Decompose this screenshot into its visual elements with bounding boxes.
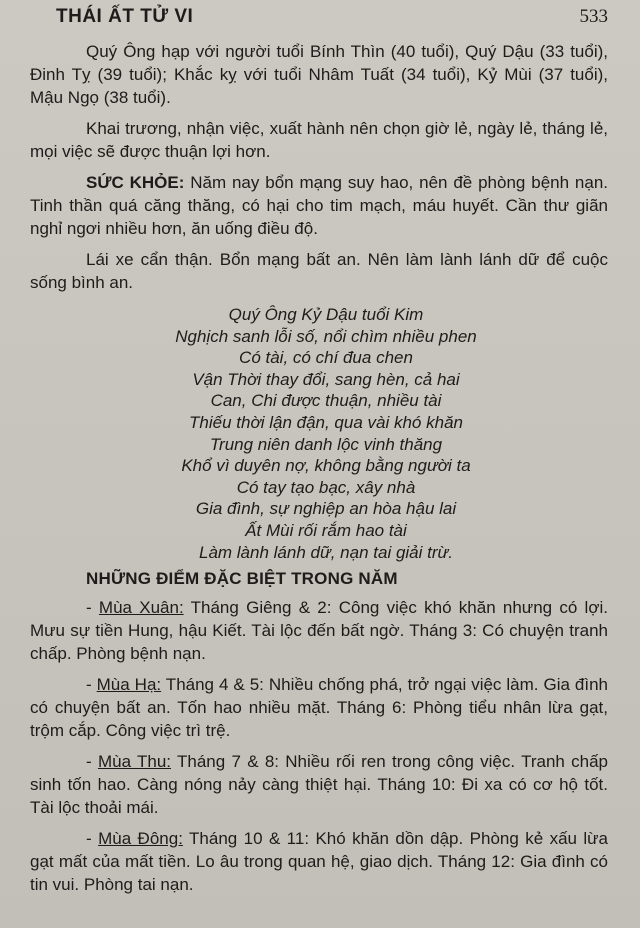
season-spring-paragraph [30,596,608,665]
poem-line: Khổ vì duyên nợ, không bằng người ta [181,456,471,476]
poem-line: Có tay tạo bạc, xây nhà [236,477,416,497]
section-heading: NHỮNG ĐIỂM ĐẶC BIỆT TRONG NĂM [86,569,398,589]
poem-line: Vận Thời thay đổi, sang hèn, cả hai [192,369,460,389]
compatibility-paragraph: Quý Ông hạp với người tuổi Bính Thìn (40 tuổi), Quý Dậu (33 tuổi), Đinh Tỵ (39 tuổi); Khắc kỵ với tuổi Nhâm Tuất (34 tuổi), Kỷ Mùi (37 tuổi), Mậu Ngọ (38 tuổi). [30,42,608,107]
health-text: Năm nay bổn mạng suy hao, nên đề phòng bệnh nạn. Tinh thần quá căng thăng, có hại cho tim mạch, máu huyết. Cần thư giãn nghỉ ngơi nhiều hơn, ăn uống điều độ. [30,173,609,238]
poem-line: Ất Mùi rối rắm hao tài [245,520,407,540]
poem-line: Quý Ông Kỷ Dậu tuổi Kim [228,305,424,324]
season-text-winter: Tháng 10 & 11: Khó khăn dồn dập. Phòng kẻ xấu lừa gạt mất của mất tiền. Lo âu trong quan hệ, giao dịch. Tháng 12: Gia đình có tin vui. Phòng tai nạn. [30,829,608,895]
book-title: THÁI ẤT TỬ VI [56,6,194,27]
season-prefix: - [86,598,99,618]
health-paragraph [30,171,608,240]
season-text-autumn: Tháng 7 & 8: Nhiều rối ren trong công việc. Tranh chấp sinh tốn hao. Càng nóng nảy càng thiệt hại. Tháng 10: Đi xa có cơ hộ tốt. Tài lộc thoải mái. [30,752,608,818]
poem [30,304,608,563]
season-text-spring: Tháng Giêng & 2: Công việc khó khăn nhưng có lợi. Mưu sự tiền Hung, hậu Kiết. Tài lộc đến bất ngờ. Tháng 3: Có chuyện tranh chấp. Phòng bệnh nạn. [30,598,608,664]
season-label-winter: Mùa Đông: [98,829,183,849]
poem-line: Thiếu thời lận đận, qua vài khó khăn [189,412,463,432]
poem-line: Nghịch sanh lỗi số, nổi chìm nhiều phen [175,326,477,346]
poem-line: Làm lành lánh dữ, nạn tai giải trừ. [198,542,454,562]
season-summer-paragraph [30,673,608,742]
season-prefix: - [86,829,99,849]
running-head [30,6,608,40]
driving-paragraph: Lái xe cẩn thận. Bổn mạng bất an. Nên làm lành lánh dữ để cuộc sống bình an. [30,250,608,292]
poem-line: Có tài, có chí đua chen [239,348,413,368]
page-number: 533 [579,6,608,27]
season-label-autumn: Mùa Thu: [97,752,172,772]
health-label: SỨC KHỎE: [86,173,185,192]
season-prefix: - [86,752,98,772]
poem-line: Trung niên danh lộc vinh thăng [209,434,443,454]
season-winter-paragraph [30,827,608,896]
season-text-summer: Tháng 4 & 5: Nhiều chống phá, trở ngại việc làm. Gia đình có chuyện bất an. Tốn hao nhiều mặt. Tháng 6: Phòng tiểu nhân lừa gạt, trộm cắp. Công việc trì trệ. [30,675,609,741]
season-label-summer: Mùa Hạ: [96,675,162,695]
poem-line: Can, Chi được thuận, nhiều tài [210,391,442,411]
poem-line: Gia đình, sự nghiệp an hòa hậu lai [195,499,457,519]
season-prefix: - [86,675,97,695]
business-paragraph: Khai trương, nhận việc, xuất hành nên chọn giờ lẻ, ngày lẻ, tháng lẻ, mọi việc sẽ được thuận lợi hơn. [30,119,608,161]
season-autumn-paragraph [30,750,608,819]
season-label-spring: Mùa Xuân: [98,598,184,618]
